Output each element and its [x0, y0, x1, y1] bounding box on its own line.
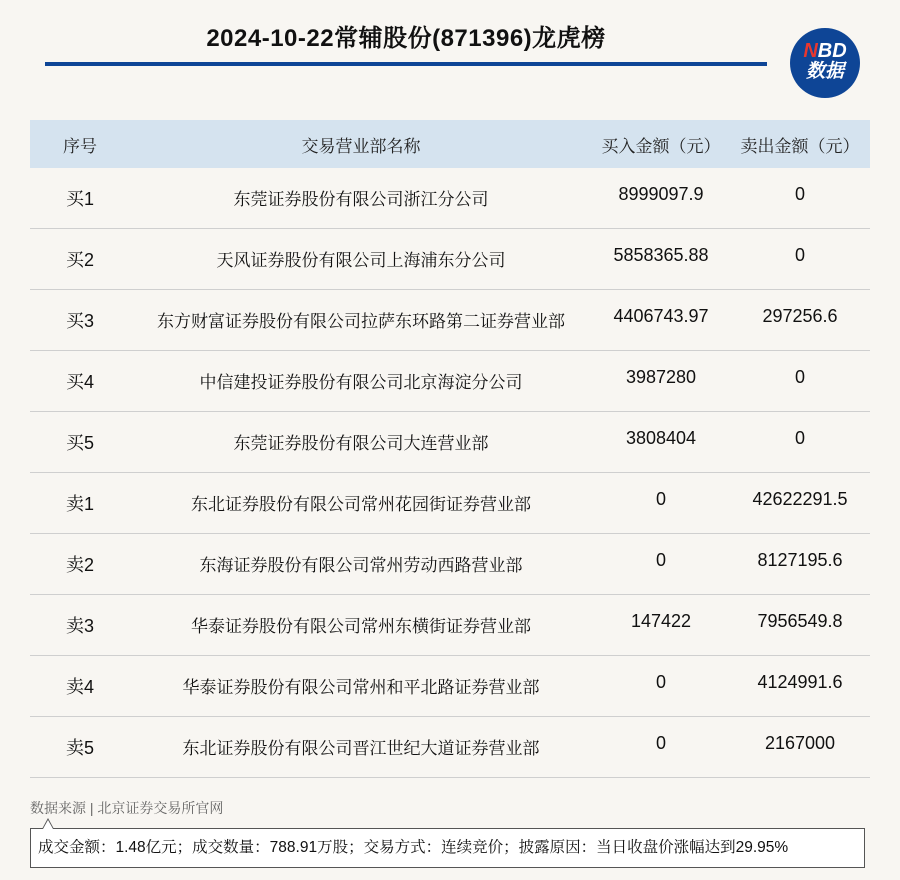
row-seq: 卖3 [65, 615, 94, 636]
row-buy-amount: 3987280 [625, 367, 697, 387]
row-branch-name: 华泰证券股份有限公司常州和平北路证券营业部 [182, 678, 540, 697]
table-row [30, 168, 870, 228]
row-buy-amount: 0 [655, 733, 666, 753]
row-buy-amount: 0 [655, 489, 666, 509]
row-branch-name: 东海证券股份有限公司常州劳动西路营业部 [199, 556, 523, 575]
row-branch-name: 东北证券股份有限公司常州花园街证券营业部 [191, 495, 531, 514]
row-sell-amount: 7956549.8 [757, 611, 843, 631]
table-row [30, 411, 870, 472]
row-branch-name: 东方财富证券股份有限公司拉萨东环路第二证券营业部 [157, 312, 565, 331]
row-sell-amount: 0 [794, 184, 805, 205]
row-sell-amount: 2167000 [764, 733, 836, 753]
nbd-logo [790, 28, 860, 98]
table-row [30, 289, 870, 350]
title-divider [45, 62, 767, 66]
row-sell-amount: 42622291.5 [752, 489, 848, 509]
row-sell-amount: 297256.6 [762, 306, 838, 326]
note-pointer-fill [43, 820, 53, 829]
row-buy-amount: 8999097.9 [618, 184, 704, 205]
row-buy-amount: 5858365.88 [613, 245, 709, 265]
row-seq: 卖4 [65, 676, 94, 697]
table-row [30, 594, 870, 655]
row-seq: 卖1 [65, 493, 94, 514]
table-row [30, 716, 870, 777]
row-buy-amount: 0 [655, 550, 666, 570]
row-buy-amount: 0 [655, 672, 666, 692]
table-row [30, 655, 870, 716]
row-sell-amount: 8127195.6 [757, 550, 843, 570]
row-branch-name: 东北证券股份有限公司晋江世纪大道证券营业部 [182, 739, 540, 758]
row-sell-amount: 4124991.6 [757, 672, 843, 692]
table-row [30, 350, 870, 411]
row-branch-name: 中信建投证券股份有限公司北京海淀分公司 [199, 373, 523, 392]
page-title: 2024-10-22常辅股份(871396)龙虎榜 [206, 25, 606, 52]
row-sell-amount: 0 [794, 428, 805, 448]
table-row [30, 472, 870, 533]
header-seq: 序号 [63, 136, 97, 156]
row-branch-name: 天风证券股份有限公司上海浦东分公司 [216, 251, 506, 270]
table-row [30, 533, 870, 594]
table-header-row [30, 120, 870, 168]
header-buy-amount: 买入金额（元） [601, 136, 721, 156]
row-seq: 买4 [65, 371, 94, 392]
row-buy-amount: 3808404 [625, 428, 697, 448]
row-branch-name: 东莞证券股份有限公司大连营业部 [233, 434, 489, 453]
logo-letter-n: N [803, 40, 818, 62]
data-source: 数据来源 | 北京证券交易所官网 [30, 800, 224, 816]
row-seq: 买3 [65, 310, 94, 331]
table-row [30, 228, 870, 289]
logo-text-top [803, 41, 846, 61]
row-branch-name: 东莞证券股份有限公司浙江分公司 [233, 190, 489, 210]
header-sell-amount: 卖出金额（元） [740, 136, 860, 156]
row-buy-amount: 4406743.97 [613, 306, 709, 326]
row-sell-amount: 0 [794, 367, 805, 387]
dragon-tiger-table [30, 120, 870, 778]
row-seq: 卖5 [65, 737, 94, 758]
row-seq: 买2 [65, 249, 94, 270]
row-buy-amount: 147422 [630, 611, 692, 631]
header-branch-name: 交易营业部名称 [301, 136, 421, 156]
row-sell-amount: 0 [794, 245, 805, 265]
row-branch-name: 华泰证券股份有限公司常州东横街证券营业部 [191, 617, 531, 636]
logo-letters-bd: BD [817, 40, 847, 62]
row-seq: 买5 [65, 432, 94, 453]
logo-text-bottom: 数据 [805, 61, 844, 82]
trade-summary-note: 成交金额：1.48亿元；成交数量：788.91万股；交易方式：连续竞价；披露原因：当日收盘价涨幅达到29.95% [30, 828, 865, 868]
row-seq: 卖2 [65, 554, 94, 575]
row-seq: 买1 [65, 188, 94, 209]
